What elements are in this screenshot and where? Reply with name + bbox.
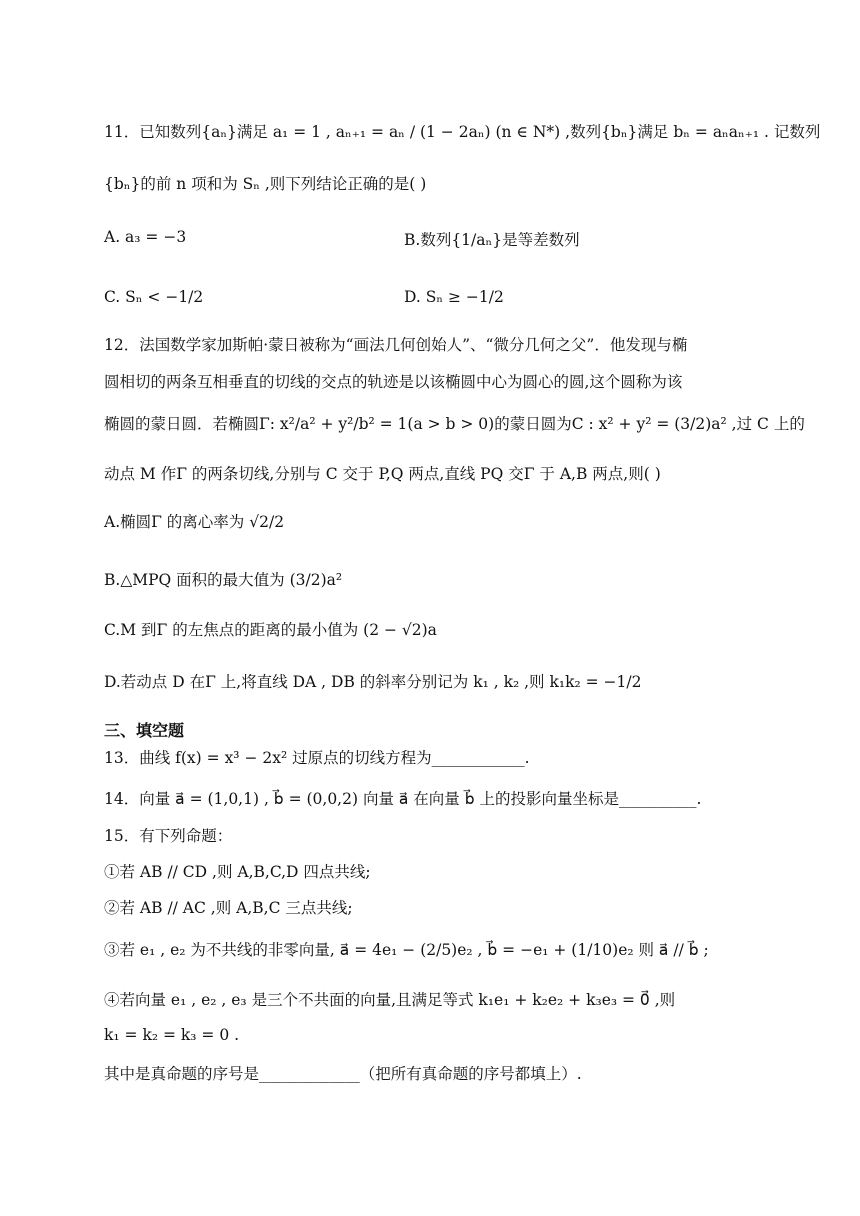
q12-option-b: B.△MPQ 面积的最大值为 (3/2)a² (104, 571, 343, 589)
section-heading: 三、填空题 (104, 721, 185, 740)
q15-prop-1: ①若 AB // CD ,则 A,B,C,D 四点共线; (104, 863, 371, 881)
q11-option-b: B.数列{1/aₙ}是等差数列 (404, 231, 580, 249)
q15-prop-4-line1: ④若向量 e₁ , e₂ , e₃ 是三个不共面的向量,且满足等式 k₁e₁ + k₂e₂ + k₃e₃ = 0⃗ ,则 (104, 991, 676, 1009)
q11-option-a: A. a₃ = −3 (104, 228, 187, 246)
question-14: 14．向量 a⃗ = (1,0,1) , b⃗ = (0,0,2) 向量 a⃗ 在向量 b⃗ 上的投影向量坐标是__________. (104, 790, 702, 808)
q15-prop-3: ③若 e₁ , e₂ 为不共线的非零向量, a⃗ = 4e₁ − (2/5)e₂ , b⃗ = −e₁ + (1/10)e₂ 则 a⃗ // b⃗ ; (104, 941, 709, 959)
q11-stem-line2: {bₙ}的前 n 项和为 Sₙ ,则下列结论正确的是( ) (104, 175, 427, 193)
q11-option-c: C. Sₙ < −1/2 (104, 288, 204, 306)
q12-stem-line1: 12．法国数学家加斯帕·蒙日被称为“画法几何创始人”、“微分几何之父”．他发现与椭 (104, 336, 688, 354)
q12-stem-line2: 圆相切的两条互相垂直的切线的交点的轨迹是以该椭圆中心为圆心的圆,这个圆称为该 (104, 373, 683, 391)
q12-option-d: D.若动点 D 在Γ 上,将直线 DA , DB 的斜率分别记为 k₁ , k₂ ,则 k₁k₂ = −1/2 (104, 673, 642, 691)
q12-option-a: A.椭圆Γ 的离心率为 √2/2 (104, 513, 285, 531)
q15-stem: 15．有下列命题： (104, 827, 233, 845)
question-13: 13．曲线 f(x) = x³ − 2x² 过原点的切线方程为____________. (104, 749, 530, 767)
q12-stem-line3: 椭圆的蒙日圆．若椭圆Γ: x²/a² + y²/b² = 1(a > b > 0)的蒙日圆为C : x² + y² = (3/2)a² ,过 C 上的 (104, 415, 805, 433)
q12-option-c: C.M 到Γ 的左焦点的距离的最小值为 (2 − √2)a (104, 621, 437, 639)
q15-prop-2: ②若 AB // AC ,则 A,B,C 三点共线; (104, 899, 353, 917)
q11-option-d: D. Sₙ ≥ −1/2 (404, 288, 504, 306)
q12-stem-line4: 动点 M 作Γ 的两条切线,分别与 C 交于 P,Q 两点,直线 PQ 交Γ 于 A,B 两点,则( ) (104, 465, 661, 483)
q15-prop-4-line2: k₁ = k₂ = k₃ = 0 . (104, 1026, 240, 1044)
q15-answer-prompt: 其中是真命题的序号是_____________（把所有真命题的序号都填上）. (104, 1065, 582, 1083)
q11-stem-line1: 11．已知数列{aₙ}满足 a₁ = 1 , aₙ₊₁ = aₙ / (1 − 2aₙ) (n ∈ N*) ,数列{bₙ}满足 bₙ = aₙaₙ₊₁ . 记数列 (104, 123, 821, 141)
